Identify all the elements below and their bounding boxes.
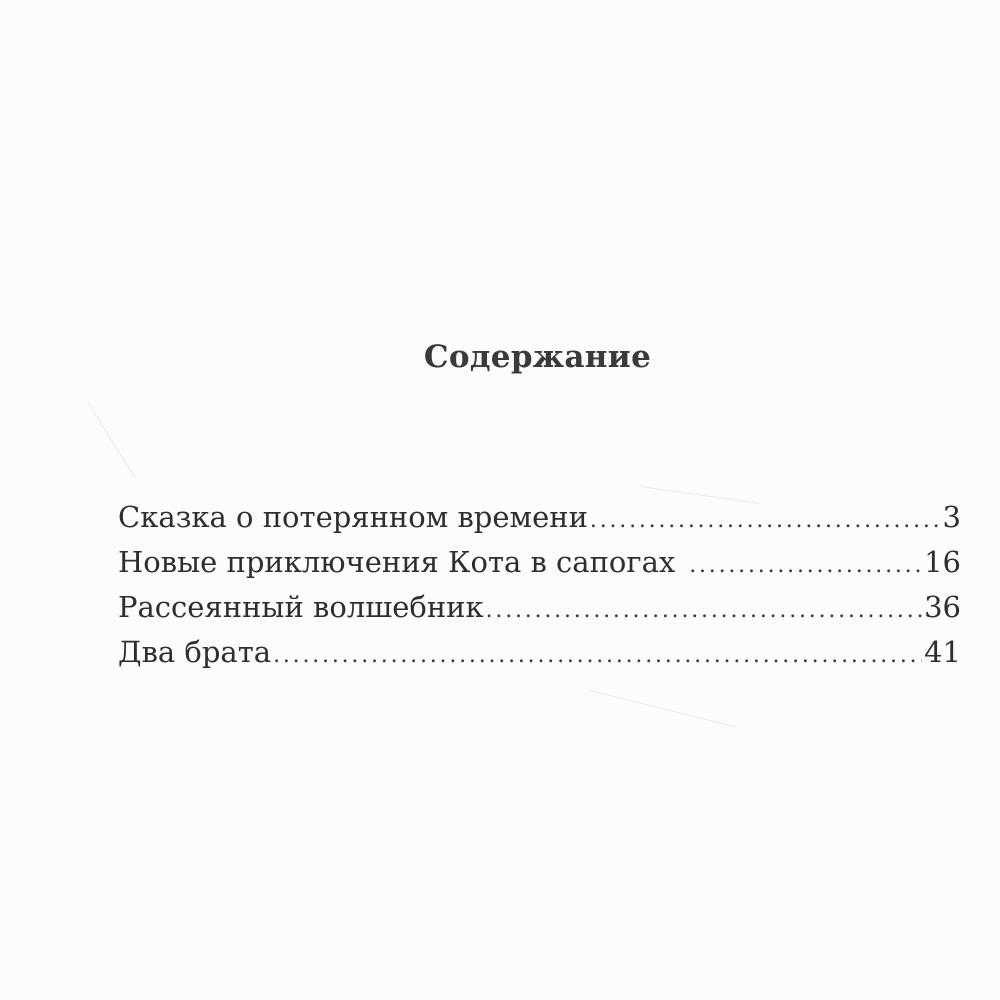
- toc-leader-dots: [486, 598, 922, 623]
- toc-entry-title: Два брата: [118, 635, 272, 669]
- toc-entry-page: 41: [924, 635, 961, 669]
- toc-entry-title: Рассеянный волшебник: [118, 590, 484, 624]
- table-of-contents: [118, 500, 961, 680]
- toc-leader-dots: [689, 553, 922, 578]
- toc-entry-page: 36: [924, 590, 961, 624]
- toc-entry: [118, 545, 961, 590]
- paper-scratch: [590, 690, 736, 727]
- toc-entry: [118, 590, 961, 635]
- toc-heading: Содержание: [423, 338, 652, 375]
- toc-leader-dots: [273, 643, 922, 668]
- toc-entry-page: 3: [942, 500, 961, 534]
- toc-entry-page: 16: [924, 545, 961, 579]
- toc-entry: [118, 500, 961, 545]
- toc-entry: [118, 635, 961, 680]
- toc-entry-title: Сказка о потерянном времени: [118, 500, 588, 534]
- paper-scratch: [88, 402, 137, 479]
- toc-leader-dots: [590, 508, 941, 533]
- toc-entry-title: Новые приключения Кота в сапогах: [118, 545, 676, 579]
